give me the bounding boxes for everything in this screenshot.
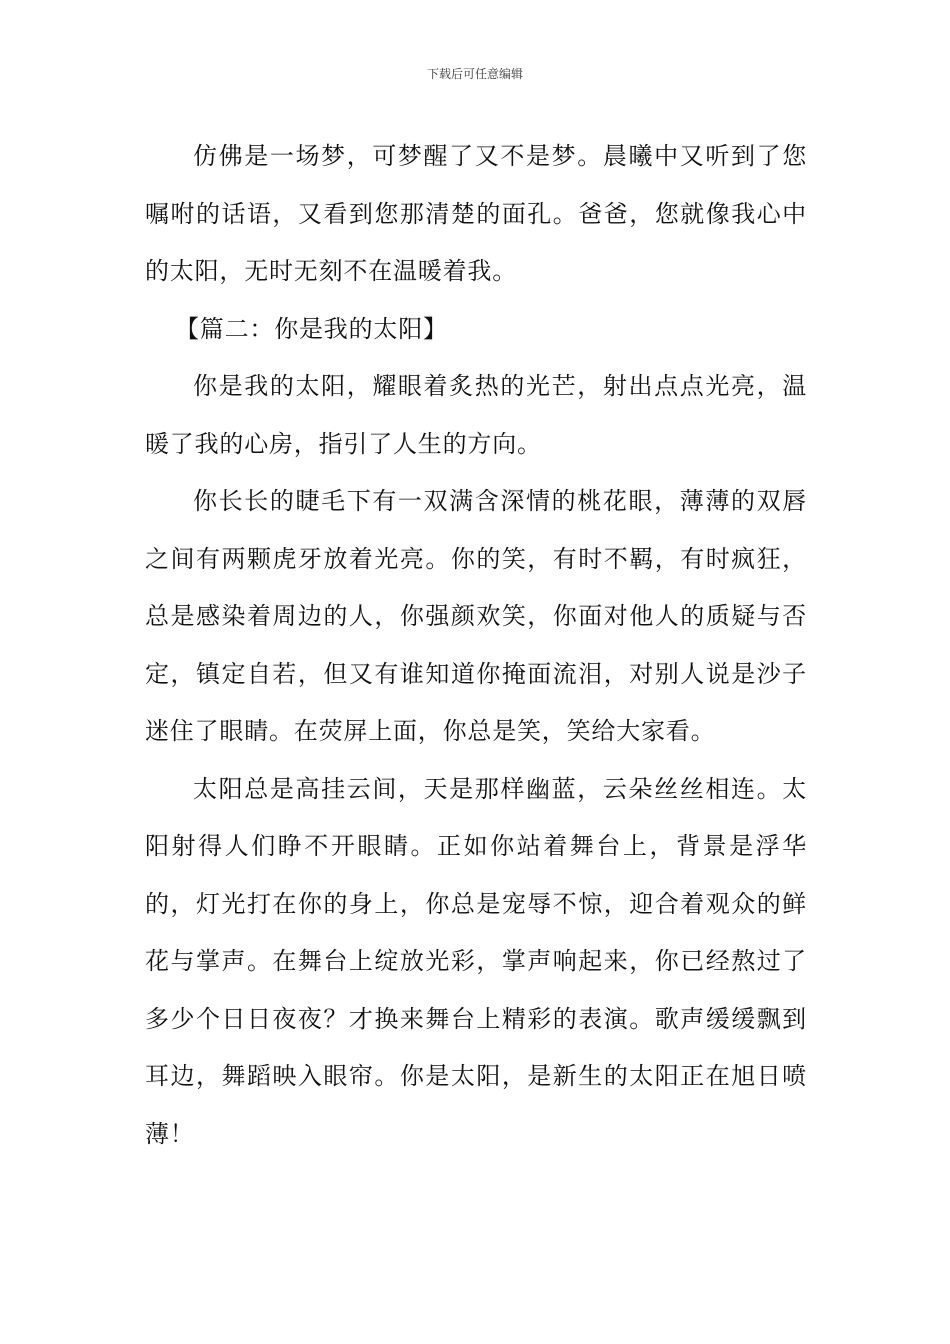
document-body [145, 128, 807, 1163]
page-header: 下载后可任意编辑 [426, 67, 523, 81]
paragraph-2: 你是我的太阳，耀眼着炙热的光芒，射出点点光亮，温暖了我的心房，指引了人生的方向。 [145, 372, 807, 458]
section-heading: 【篇二：你是我的太阳】 [175, 314, 448, 343]
paragraph-3: 你长长的睫毛下有一双满含深情的桃花眼，薄薄的双唇之间有两颗虎牙放着光亮。你的笑，有时不羁，有时疯狂，总是感染着周边的人，你强颜欢笑，你面对他人的质疑与否定，镇定自若，但又有谁知道你掩面流泪，对别人说是沙子迷住了眼睛。在荧屏上面，你总是笑，笑给大家看。 [145, 487, 807, 745]
paragraph-1: 仿佛是一场梦，可梦醒了又不是梦。晨曦中又听到了您嘱咐的话语，又看到您那清楚的面孔。爸爸，您就像我心中的太阳，无时无刻不在温暖着我。 [145, 142, 807, 285]
paragraph-4: 太阳总是高挂云间，天是那样幽蓝，云朵丝丝相连。太阳射得人们睁不开眼睛。正如你站着舞台上，背景是浮华的，灯光打在你的身上，你总是宠辱不惊，迎合着观众的鲜花与掌声。在舞台上绽放光彩，掌声响起来，你已经熬过了多少个日日夜夜？才换来舞台上精彩的表演。歌声缓缓飘到耳边，舞蹈映入眼帘。你是太阳，是新生的太阳正在旭日喷薄！ [145, 774, 807, 1148]
